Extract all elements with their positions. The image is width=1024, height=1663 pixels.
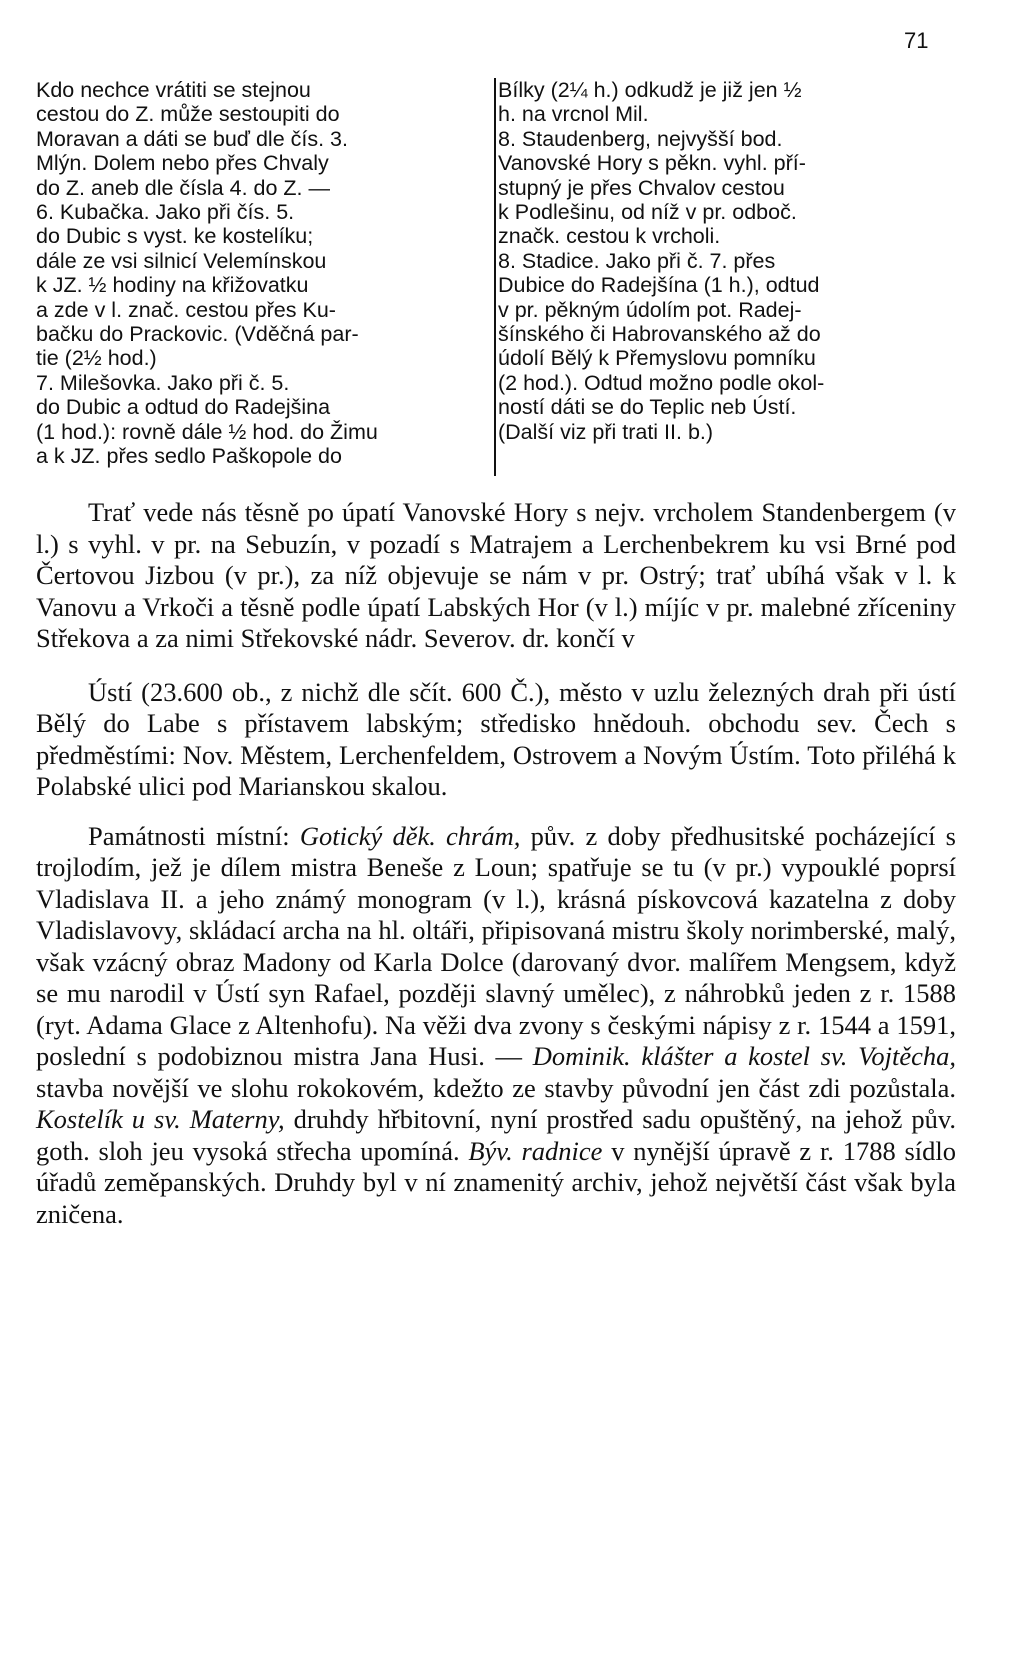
monastery-name: Dominik. klášter a kostel sv. Vojtěcha,: [532, 1041, 956, 1071]
monuments-paragraph: [36, 821, 956, 1231]
right-column: [498, 78, 956, 476]
route-columns: [36, 78, 956, 476]
right-line: (2 hod.). Odtud možno podle okol-: [498, 370, 825, 395]
right-line: k Podlešinu, od níž v pr. odboč.: [498, 200, 797, 225]
town-hall-name: Býv. radnice: [468, 1135, 603, 1166]
right-line: v pr. pěkným údolím pot. Radej-: [498, 297, 802, 322]
chapel-name: Kostelík u sv. Materny,: [36, 1104, 285, 1134]
right-line: ností dáti se do Teplic neb Ústí.: [498, 395, 797, 420]
left-column: [36, 78, 490, 476]
left-line: a zde v l. znač. cestou přes Ku-: [36, 297, 336, 322]
left-line: (1 hod.): rovně dále ½ hod. do Žimu: [36, 419, 378, 444]
right-line: Bílky (2¼ h.) odkudž je již jen ½: [498, 78, 802, 102]
monuments-text: pův. z doby předhusitské pocházející s trojlodím, jež je dílem mistra Beneše z Loun; spatřuje se tu (v pr.) vypouklé poprsí Vladislava II. a jeho známý monogram (v l.), krásná pískovcová kazatelna z doby Vladislavovy, skládací archa na hl. oltáři, připisovaná mistru školy norimberské, malý, však vzácný obraz Madony od Karla Dolce (darovaný dvor. malířem Mengsem, když se mu narodil v Ústí syn Rafael, později slavný umělec), z náhrobků jeden z r. 1588 (ryt. Adama Glace z Altenhofu). Na věži dva zvony s českými nápisy z r. 1544 a 1591, poslední s podobiznou mistra Jana Husi. —: [36, 820, 956, 1071]
church-name: Gotický děk. chrám,: [299, 820, 521, 851]
left-line: Mlýn. Dolem nebo přes Chvaly: [36, 151, 329, 176]
monuments-text: druhdy hřbitovní, nyní prostřed sadu opuštěný, na jehož pův. goth. sloh jeu vysoká střecha upomíná.: [36, 1104, 956, 1166]
page-number: 71: [904, 28, 929, 53]
right-line: Vanovské Hory s pěkn. vyhl. pří-: [498, 151, 806, 176]
monuments-text: Památnosti místní:: [88, 820, 300, 851]
column-divider: [494, 78, 496, 476]
monuments-text: v nynější úpravě z r. 1788 sídlo úřadů zeměpanských. Druhdy byl v ní znamenitý archiv, jehož největší část však byla zničena.: [36, 1135, 956, 1229]
right-line: údolí Bělý k Přemyslovu pomníku: [498, 346, 816, 371]
right-line: h. na vrcnol Mil.: [498, 102, 649, 127]
left-line: do Dubic s vyst. ke kostelíku;: [36, 224, 314, 249]
left-line: dále ze vsi silnicí Velemínskou: [36, 248, 327, 273]
right-line: (Další viz při trati II. b.): [498, 419, 714, 444]
left-line: 7. Milešovka. Jako při č. 5.: [36, 370, 290, 395]
right-line: značk. cestou k vrcholi.: [498, 224, 721, 249]
left-line: 6. Kubačka. Jako při čís. 5.: [36, 200, 295, 225]
left-line: do Z. aneb dle čísla 4. do Z. —: [36, 175, 330, 200]
usti-paragraph: Ústí (23.600 ob., z nichž dle sčít. 600 Č.), město v uzlu železných drah při ústí Bělý do Labe s přístavem labským; středisko hnědouh. obchodu sev. Čech s předměstími: Nov. Městem, Lerchenfeldem, Ostrovem a Novým Ústím. Toto přiléhá k Polabské ulici pod Marianskou skalou.: [36, 676, 956, 801]
monuments-text: stavba novější ve slohu rokokovém, kdežto ze stavby původní jen část zdi pozůstala.: [36, 1072, 956, 1103]
left-line: a k JZ. přes sedlo Paškopole do: [36, 444, 342, 469]
right-line: stupný je přes Chvalov cestou: [498, 175, 785, 200]
right-line: 8. Stadice. Jako při č. 7. přes: [498, 248, 776, 273]
left-line: bačku do Prackovic. (Vděčná par-: [36, 322, 359, 347]
left-line: k JZ. ½ hodiny na křižovatku: [36, 273, 309, 298]
left-line: tie (2½ hod.): [36, 346, 157, 371]
right-line: 8. Staudenberg, nejvyšší bod.: [498, 126, 783, 151]
right-line: šínského či Habrovanského až do: [498, 322, 821, 347]
left-line: do Dubic a odtud do Radejšina: [36, 395, 331, 420]
right-line: Dubice do Radejšína (1 h.), odtud: [498, 273, 820, 298]
route-paragraph: Trať vede nás těsně po úpatí Vanovské Hory s nejv. vrcholem Standenbergem (v l.) s vyhl. v pr. na Sebuzín, v pozadí s Matrajem a Lerchenbekrem ku vsi Brné pod Čertovou Jizbou (v pr.), za níž objevuje se nám v pr. Ostrý; trať ubíhá však v l. k Vanovu a Vrkoči a těsně podle úpatí Labských Hor (v l.) míjíc v pr. malebné zříceniny Střekova a za nimi Střekovské nádr. Severov. dr. končí v: [36, 497, 956, 653]
left-line: Kdo nechce vrátiti se stejnou: [36, 78, 311, 102]
main-text: [36, 497, 956, 1230]
left-line: cestou do Z. může sestoupiti do: [36, 102, 340, 127]
left-line: Moravan a dáti se buď dle čís. 3.: [36, 126, 348, 151]
